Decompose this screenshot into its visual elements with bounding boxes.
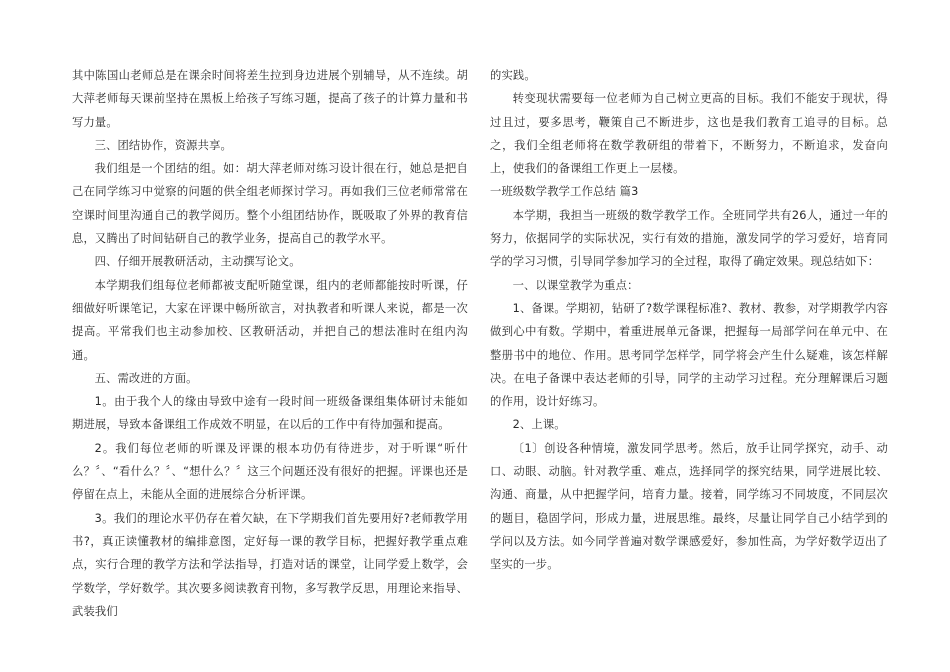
left-paragraph: 本学期我们组每位老师都被支配听随堂课，组内的老师都能按时听课，仔细做好听课笔记，大家在评课中畅所欲言，对执教者和听课人来说，都是一次提高。平常我们也主动参加校、区教研活动，并把自己的想法准时在组内沟通。 [72,278,468,362]
right-paragraph: 2、上课。 [512,418,566,432]
left-column [72,64,468,623]
left-paragraph: 三、团结协作，资源共享。 [94,138,232,152]
right-paragraph: 转变现状需要每一位老师为自己树立更高的目标。我们不能安于现状，得过且过，要多思考，鞭策自己不断进步，这也是我们教育工追寻的目标。总之，我们全组老师将在数学教研组的带着下，不断努力，不断追求，发奋向上，使我们的备课组工作更上一层楼。 [490,92,888,176]
left-paragraph: 四、仔细开展教研活动，主动撰写论文。 [94,255,301,269]
left-paragraph: 1。由于我个人的缘由导致中途有一段时间一班级备课组集体研讨未能如期进展，导致本备课组工作成效不明显，在以后的工作中有待加强和提高。 [72,395,468,432]
left-paragraph: 五、需改进的方面。 [94,371,198,385]
left-paragraph: 其中陈国山老师总是在课余时间将差生拉到身边进展个别辅导，从不连续。胡大萍老师每天课前坚持在黑板上给孩子写练习题，提高了孩子的计算力量和书写力量。 [72,69,468,129]
right-paragraph: 〔1〕创设各种情境，激发同学思考。然后，放手让同学探究，动手、动口、动眼、动脑。针对教学重、难点，选择同学的探究结果，同学进展比较、沟通、商量，从中把握学问，培育力量。接着，同学练习不同坡度，不同层次的题目，稳固学问，形成力量，进展思维。最终，尽量让同学自己小结学到的学问以及方法。如今同学普遍对数学课感爱好，参加性高，为学好数学迈出了坚实的一步。 [490,441,888,572]
right-paragraph: 的实践。 [490,69,536,82]
right-column [490,64,888,577]
left-paragraph: 3。我们的理论水平仍存在着欠缺，在下学期我们首先要用好?老师教学用书?，真正读懂教材的编排意图，定好每一课的教学目标，把握好教学重点难点，实行合理的教学方法和学法指导，打造对话的课堂，让同学爱上数学，会学数学，学好数学。其次要多阅读教育刊物，多写教学反思，用理论来指导、武装我们 [72,511,468,618]
left-paragraph: 我们组是一个团结的组。如：胡大萍老师对练习设计很在行，她总是把自己在同学练习中觉察的问题的供全组老师探讨学习。再如我们三位老师常常在空课时间里沟通自己的教学阅历。整个小组团结协作，既吸取了外界的教育信息，又腾出了时间钻研自己的教学业务，提高自己的教学水平。 [72,162,468,246]
section-heading: 一班级数学教学工作总结 篇3 [490,185,639,199]
right-paragraph: 一、以课堂教学为重点： [512,278,639,292]
right-paragraph: 1、备课。学期初，钻研了?数学课程标准?、教材、教参，对学期教学内容做到心中有数。学期中，着重进展单元备课，把握每一局部学问在单元中、在整册书中的地位、作用。思考同学怎样学，同学将会产生什么疑难，该怎样解决。在电子备课中表达老师的引导，同学的主动学习过程。充分理解课后习题的作用，设计好练习。 [490,301,888,409]
right-paragraph: 本学期，我担当一班级的数学教学工作。全班同学共有26人，通过一年的努力，依据同学的实际状况，实行有效的措施，激发同学的学习爱好，培育同学的学习习惯，引导同学参加学习的全过程，取得了确定效果。现总结如下： [490,208,888,269]
left-paragraph: 2。我们每位老师的听课及评课的根本功仍有待进步，对于听课“听什么？〞、“看什么？〞、“想什么？〞这三个问题还没有很好的把握。评课也还是停留在点上，未能从全面的进展综合分析评课。 [72,441,468,502]
